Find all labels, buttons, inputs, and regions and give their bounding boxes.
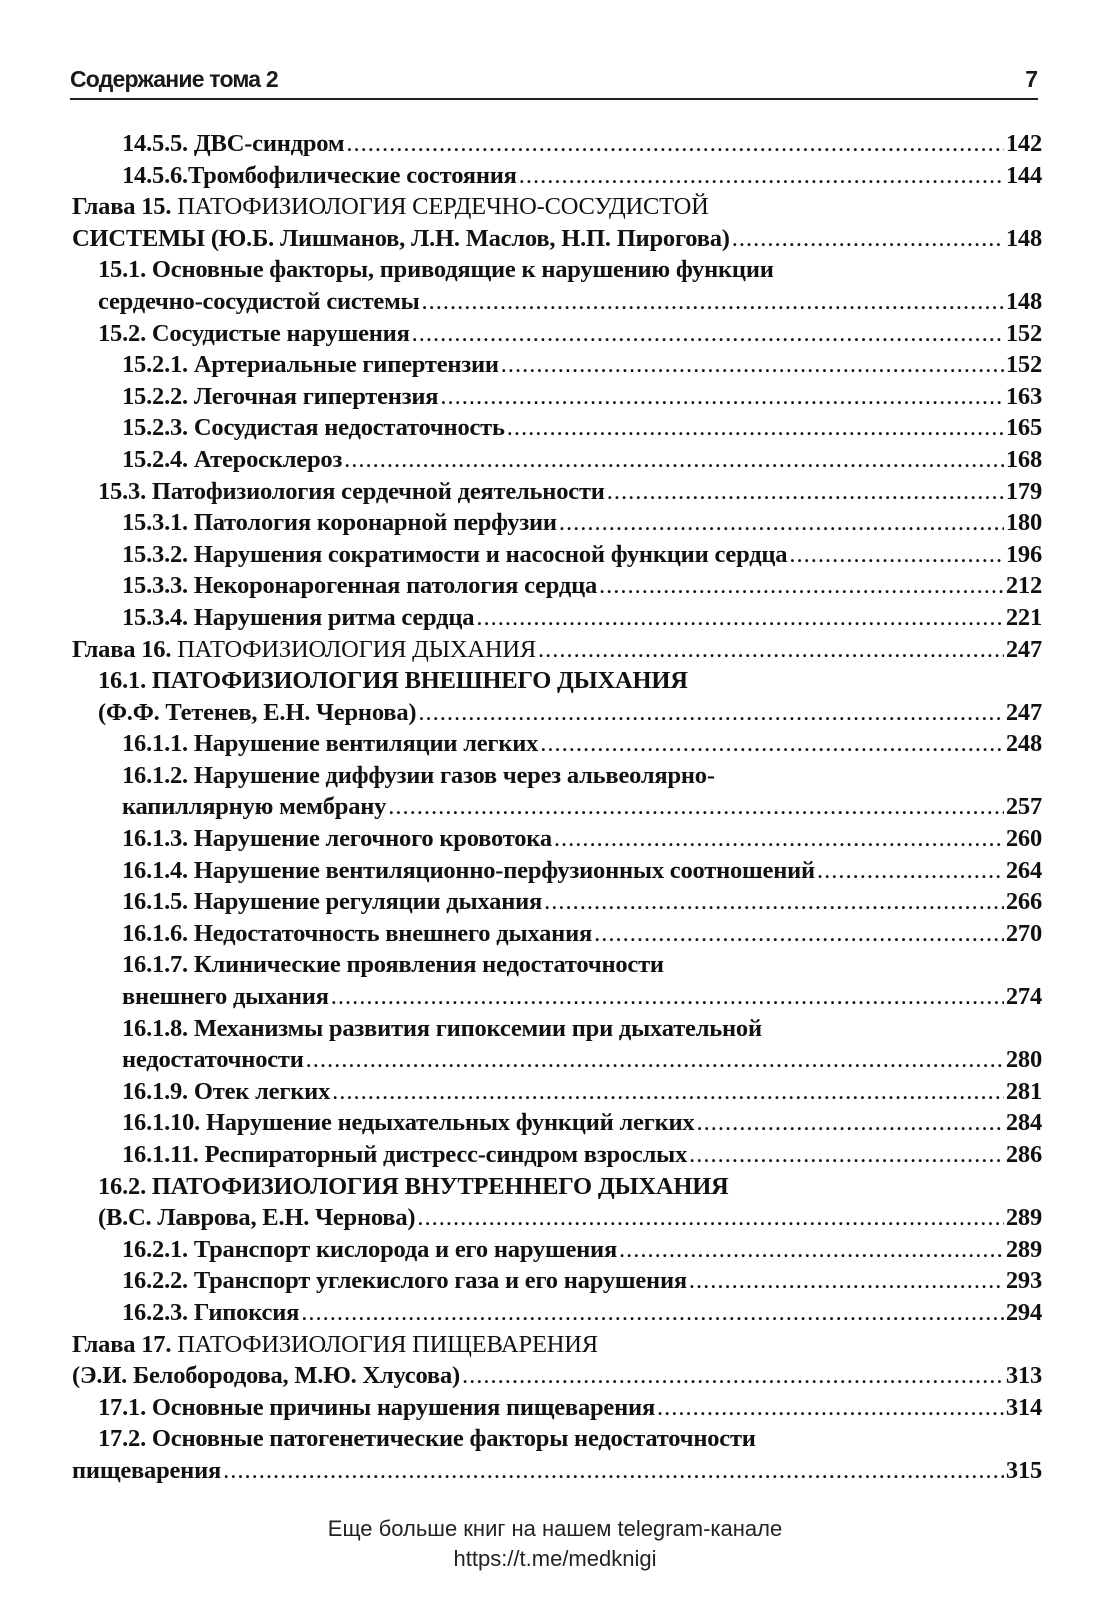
toc-entry[interactable] — [72, 602, 1042, 634]
dot-leader — [301, 1297, 1004, 1329]
dot-leader — [332, 1076, 1004, 1108]
toc-page-number: 274 — [1005, 983, 1042, 1011]
toc-page-number: 293 — [1005, 1267, 1042, 1295]
toc-entry-title: внешнего дыхания — [122, 983, 329, 1011]
toc-entry-title: 15.1. Основные факторы, приводящие к нарушению функции — [98, 256, 774, 284]
toc-page-number: 294 — [1005, 1298, 1042, 1326]
toc-entry[interactable] — [72, 444, 1042, 476]
dot-leader — [306, 1044, 1004, 1076]
toc-entry-title: 16.1.3. Нарушение легочного кровотока — [122, 825, 552, 853]
toc-entry-title: 14.5.6.Тромбофилические состояния — [122, 161, 517, 189]
toc-entry[interactable] — [72, 128, 1042, 160]
dot-leader — [440, 381, 1004, 413]
dot-leader — [507, 412, 1004, 444]
toc-page-number: 313 — [1005, 1362, 1042, 1390]
toc-entry[interactable] — [72, 570, 1042, 602]
chapter-label: Глава 15. — [72, 193, 172, 221]
toc-entry[interactable] — [72, 949, 1042, 981]
toc-page-number: 144 — [1005, 161, 1042, 189]
toc-entry[interactable] — [72, 981, 1042, 1013]
toc-entry[interactable] — [72, 286, 1042, 318]
dot-leader — [223, 1455, 1004, 1487]
toc-entry[interactable] — [72, 412, 1042, 444]
toc-entry-title: 17.2. Основные патогенетические факторы недостаточности — [98, 1425, 756, 1453]
toc-page-number: 152 — [1005, 319, 1042, 347]
toc-entry[interactable] — [72, 1423, 1042, 1455]
toc-entry[interactable] — [72, 381, 1042, 413]
toc-entry-title: 16.1.6. Недостаточность внешнего дыхания — [122, 919, 593, 947]
toc-page-number: 281 — [1005, 1077, 1042, 1105]
toc-page-number: 289 — [1005, 1235, 1042, 1263]
dot-leader — [599, 570, 1004, 602]
toc-entry[interactable] — [72, 1392, 1042, 1424]
toc-page-number: 163 — [1005, 382, 1042, 410]
toc-entry-title: 15.3. Патофизиология сердечной деятельности — [98, 477, 605, 505]
dot-leader — [422, 286, 1004, 318]
dot-leader — [346, 128, 1003, 160]
toc-page-number: 286 — [1005, 1141, 1042, 1168]
toc-entry-title: 16.2.1. Транспорт кислорода и его нарушения — [122, 1235, 618, 1263]
running-header — [70, 62, 1038, 102]
toc-entry-title: 16.1.5. Нарушение регуляции дыхания — [122, 888, 543, 916]
toc-entry[interactable] — [72, 823, 1042, 855]
toc-entry-title: пищеварения — [72, 1456, 222, 1484]
toc-entry-title: 16.1.7. Клинические проявления недостаточности — [122, 951, 664, 979]
toc-page-number: 165 — [1005, 414, 1042, 442]
chapter-title: ПАТОФИЗИОЛОГИЯ СЕРДЕЧНО-СОСУДИСТОЙ — [171, 193, 709, 221]
toc-entry[interactable] — [72, 760, 1042, 792]
toc-entry[interactable] — [72, 223, 1042, 255]
toc-entry-title: 16.1.4. Нарушение вентиляционно-перфузионных соотношений — [122, 856, 815, 884]
dot-leader — [607, 476, 1004, 508]
toc-entry-title — [72, 634, 536, 666]
toc-entry-title: (Э.И. Белобородова, М.Ю. Хлусова) — [72, 1362, 460, 1390]
dot-leader — [417, 1202, 1003, 1234]
toc-entry-title: 15.2.1. Артериальные гипертензии — [122, 351, 499, 379]
toc-entry[interactable] — [72, 791, 1042, 823]
toc-page-number: 148 — [1005, 287, 1042, 315]
toc-page-number: 152 — [1005, 351, 1042, 379]
toc-page-number: 247 — [1005, 698, 1042, 726]
toc-entry-title: 15.3.3. Некоронарогенная патология сердца — [122, 572, 598, 600]
toc-page-number: 289 — [1005, 1204, 1042, 1232]
toc-page-number: 257 — [1005, 793, 1042, 821]
toc-entry[interactable] — [72, 1265, 1042, 1297]
toc-page-number: 264 — [1005, 856, 1042, 884]
dot-leader — [344, 444, 1004, 476]
toc-entry[interactable] — [72, 1234, 1042, 1266]
dot-leader — [732, 223, 1004, 255]
toc-entry-title: 16.1.9. Отек легких — [122, 1077, 331, 1105]
header-divider — [70, 98, 1038, 100]
running-header-title: Содержание тома 2 — [70, 66, 278, 92]
dot-leader — [418, 697, 1004, 729]
chapter-title: ПАТОФИЗИОЛОГИЯ ПИЩЕВАРЕНИЯ — [171, 1330, 598, 1358]
toc-page-number: 196 — [1005, 540, 1042, 568]
toc-entry[interactable] — [72, 886, 1042, 918]
toc-entry-title: 15.2.2. Легочная гипертензия — [122, 382, 439, 410]
toc-entry-title: 16.1.8. Механизмы развития гипоксемии при дыхательной — [122, 1014, 762, 1042]
toc-entry-title: 16.2.3. Гипоксия — [122, 1298, 300, 1326]
toc-page-number: 212 — [1005, 572, 1042, 600]
toc-entry-title: 16.1. ПАТОФИЗИОЛОГИЯ ВНЕШНЕГО ДЫХАНИЯ — [98, 667, 688, 695]
dot-leader — [619, 1234, 1004, 1266]
dot-leader — [476, 602, 1004, 634]
toc-entry-title: 14.5.5. ДВС-синдром — [122, 130, 345, 157]
toc-entry[interactable] — [72, 1044, 1042, 1076]
toc-entry-title: 15.3.2. Нарушения сократимости и насосной функции сердца — [122, 540, 788, 568]
toc-page-number: 142 — [1005, 130, 1042, 157]
toc-entry[interactable] — [72, 1013, 1042, 1045]
promo-footer — [0, 1514, 1110, 1574]
dot-leader — [331, 981, 1004, 1013]
toc-entry[interactable] — [72, 1360, 1042, 1392]
dot-leader — [462, 1360, 1004, 1392]
toc-entry-title: 15.2.4. Атеросклероз — [122, 445, 343, 473]
dot-leader — [594, 918, 1004, 950]
dot-leader — [538, 634, 1004, 666]
toc-entry-title: 16.1.1. Нарушение вентиляции легких — [122, 730, 539, 758]
toc-entry[interactable] — [72, 855, 1042, 887]
toc-entry[interactable] — [72, 1107, 1042, 1139]
toc-page-number: 248 — [1005, 730, 1042, 758]
toc-entry[interactable] — [72, 539, 1042, 571]
dot-leader — [657, 1392, 1004, 1424]
toc-entry-title: 16.1.11. Респираторный дистресс-синдром взрослых — [122, 1141, 688, 1168]
dot-leader — [544, 886, 1004, 918]
toc-entry[interactable] — [72, 1329, 1042, 1361]
dot-leader — [689, 1265, 1004, 1297]
toc-entry[interactable] — [72, 254, 1042, 286]
toc-entry[interactable] — [72, 476, 1042, 508]
toc-entry-title: недостаточности — [122, 1046, 304, 1074]
page-number: 7 — [1025, 66, 1038, 92]
promo-text: Еще больше книг на нашем telegram-канале — [327, 1516, 783, 1541]
toc-entry[interactable] — [72, 507, 1042, 539]
toc-entry-title — [72, 191, 709, 223]
dot-leader — [501, 349, 1004, 381]
toc-page-number: 284 — [1005, 1109, 1042, 1137]
toc-page-number: 314 — [1005, 1393, 1042, 1421]
toc-entry-title: (Ф.Ф. Тетенев, Е.Н. Чернова) — [98, 698, 417, 726]
toc-entry[interactable] — [72, 349, 1042, 381]
toc-page-number: 179 — [1005, 477, 1042, 505]
toc-entry-title: (В.С. Лаврова, Е.Н. Чернова) — [98, 1204, 416, 1232]
toc-entry[interactable] — [72, 1202, 1042, 1234]
toc-entry[interactable] — [72, 918, 1042, 950]
toc-entry-title: 15.3.1. Патология коронарной перфузии — [122, 509, 557, 537]
toc-entry-title: 17.1. Основные причины нарушения пищеварения — [98, 1393, 655, 1421]
dot-leader — [540, 728, 1004, 760]
dot-leader — [559, 507, 1004, 539]
toc-page-number: 266 — [1005, 888, 1042, 916]
toc-entry-title — [72, 1329, 598, 1361]
toc-entry[interactable] — [72, 1139, 1042, 1171]
toc-entry-title: 16.1.2. Нарушение диффузии газов через альвеолярно- — [122, 761, 715, 789]
toc-page-number: 247 — [1005, 635, 1042, 663]
toc-entry[interactable] — [72, 665, 1042, 697]
dot-leader — [697, 1107, 1004, 1139]
toc-entry-title: СИСТЕМЫ (Ю.Б. Лишманов, Л.Н. Маслов, Н.П. Пирогова) — [72, 224, 730, 252]
toc-entry-title: 15.2.3. Сосудистая недостаточность — [122, 414, 505, 442]
toc-entry[interactable] — [72, 728, 1042, 760]
toc-entry-title: 15.3.4. Нарушения ритма сердца — [122, 603, 475, 631]
dot-leader — [388, 791, 1004, 823]
toc-entry-title: 15.2. Сосудистые нарушения — [98, 319, 410, 347]
toc-entry-title: 16.2.2. Транспорт углекислого газа и его нарушения — [122, 1267, 687, 1295]
chapter-title: ПАТОФИЗИОЛОГИЯ ДЫХАНИЯ — [171, 635, 536, 663]
chapter-label: Глава 17. — [72, 1330, 172, 1358]
chapter-label: Глава 16. — [72, 635, 172, 663]
toc-page-number: 260 — [1005, 825, 1042, 853]
toc-entry-title: капиллярную мембрану — [122, 793, 387, 821]
toc-page-number: 280 — [1005, 1046, 1042, 1074]
toc-entry[interactable] — [72, 697, 1042, 729]
toc-entry[interactable] — [72, 1297, 1042, 1329]
toc-page-number: 180 — [1005, 509, 1042, 537]
toc-page-number: 221 — [1005, 603, 1042, 631]
toc-entry[interactable] — [72, 160, 1042, 192]
dot-leader — [412, 318, 1004, 350]
toc-entry-title: 16.1.10. Нарушение недыхательных функций легких — [122, 1109, 695, 1137]
table-of-contents — [72, 128, 1042, 1487]
dot-leader — [519, 160, 1004, 192]
toc-entry[interactable] — [72, 1171, 1042, 1203]
toc-page-number: 270 — [1005, 919, 1042, 947]
dot-leader — [689, 1139, 1004, 1171]
dot-leader — [554, 823, 1004, 855]
dot-leader — [789, 539, 1003, 571]
promo-link[interactable]: https://t.me/medknigi — [453, 1546, 657, 1571]
toc-entry-title: 16.2. ПАТОФИЗИОЛОГИЯ ВНУТРЕННЕГО ДЫХАНИЯ — [98, 1172, 729, 1200]
toc-entry[interactable] — [72, 634, 1042, 666]
toc-page-number: 315 — [1005, 1456, 1042, 1484]
toc-entry[interactable] — [72, 1455, 1042, 1487]
dot-leader — [817, 855, 1004, 887]
toc-page-number: 168 — [1005, 445, 1042, 473]
toc-entry-title: сердечно-сосудистой системы — [98, 287, 420, 315]
toc-page-number: 148 — [1005, 224, 1042, 252]
toc-entry[interactable] — [72, 318, 1042, 350]
toc-entry[interactable] — [72, 1076, 1042, 1108]
toc-entry[interactable] — [72, 191, 1042, 223]
